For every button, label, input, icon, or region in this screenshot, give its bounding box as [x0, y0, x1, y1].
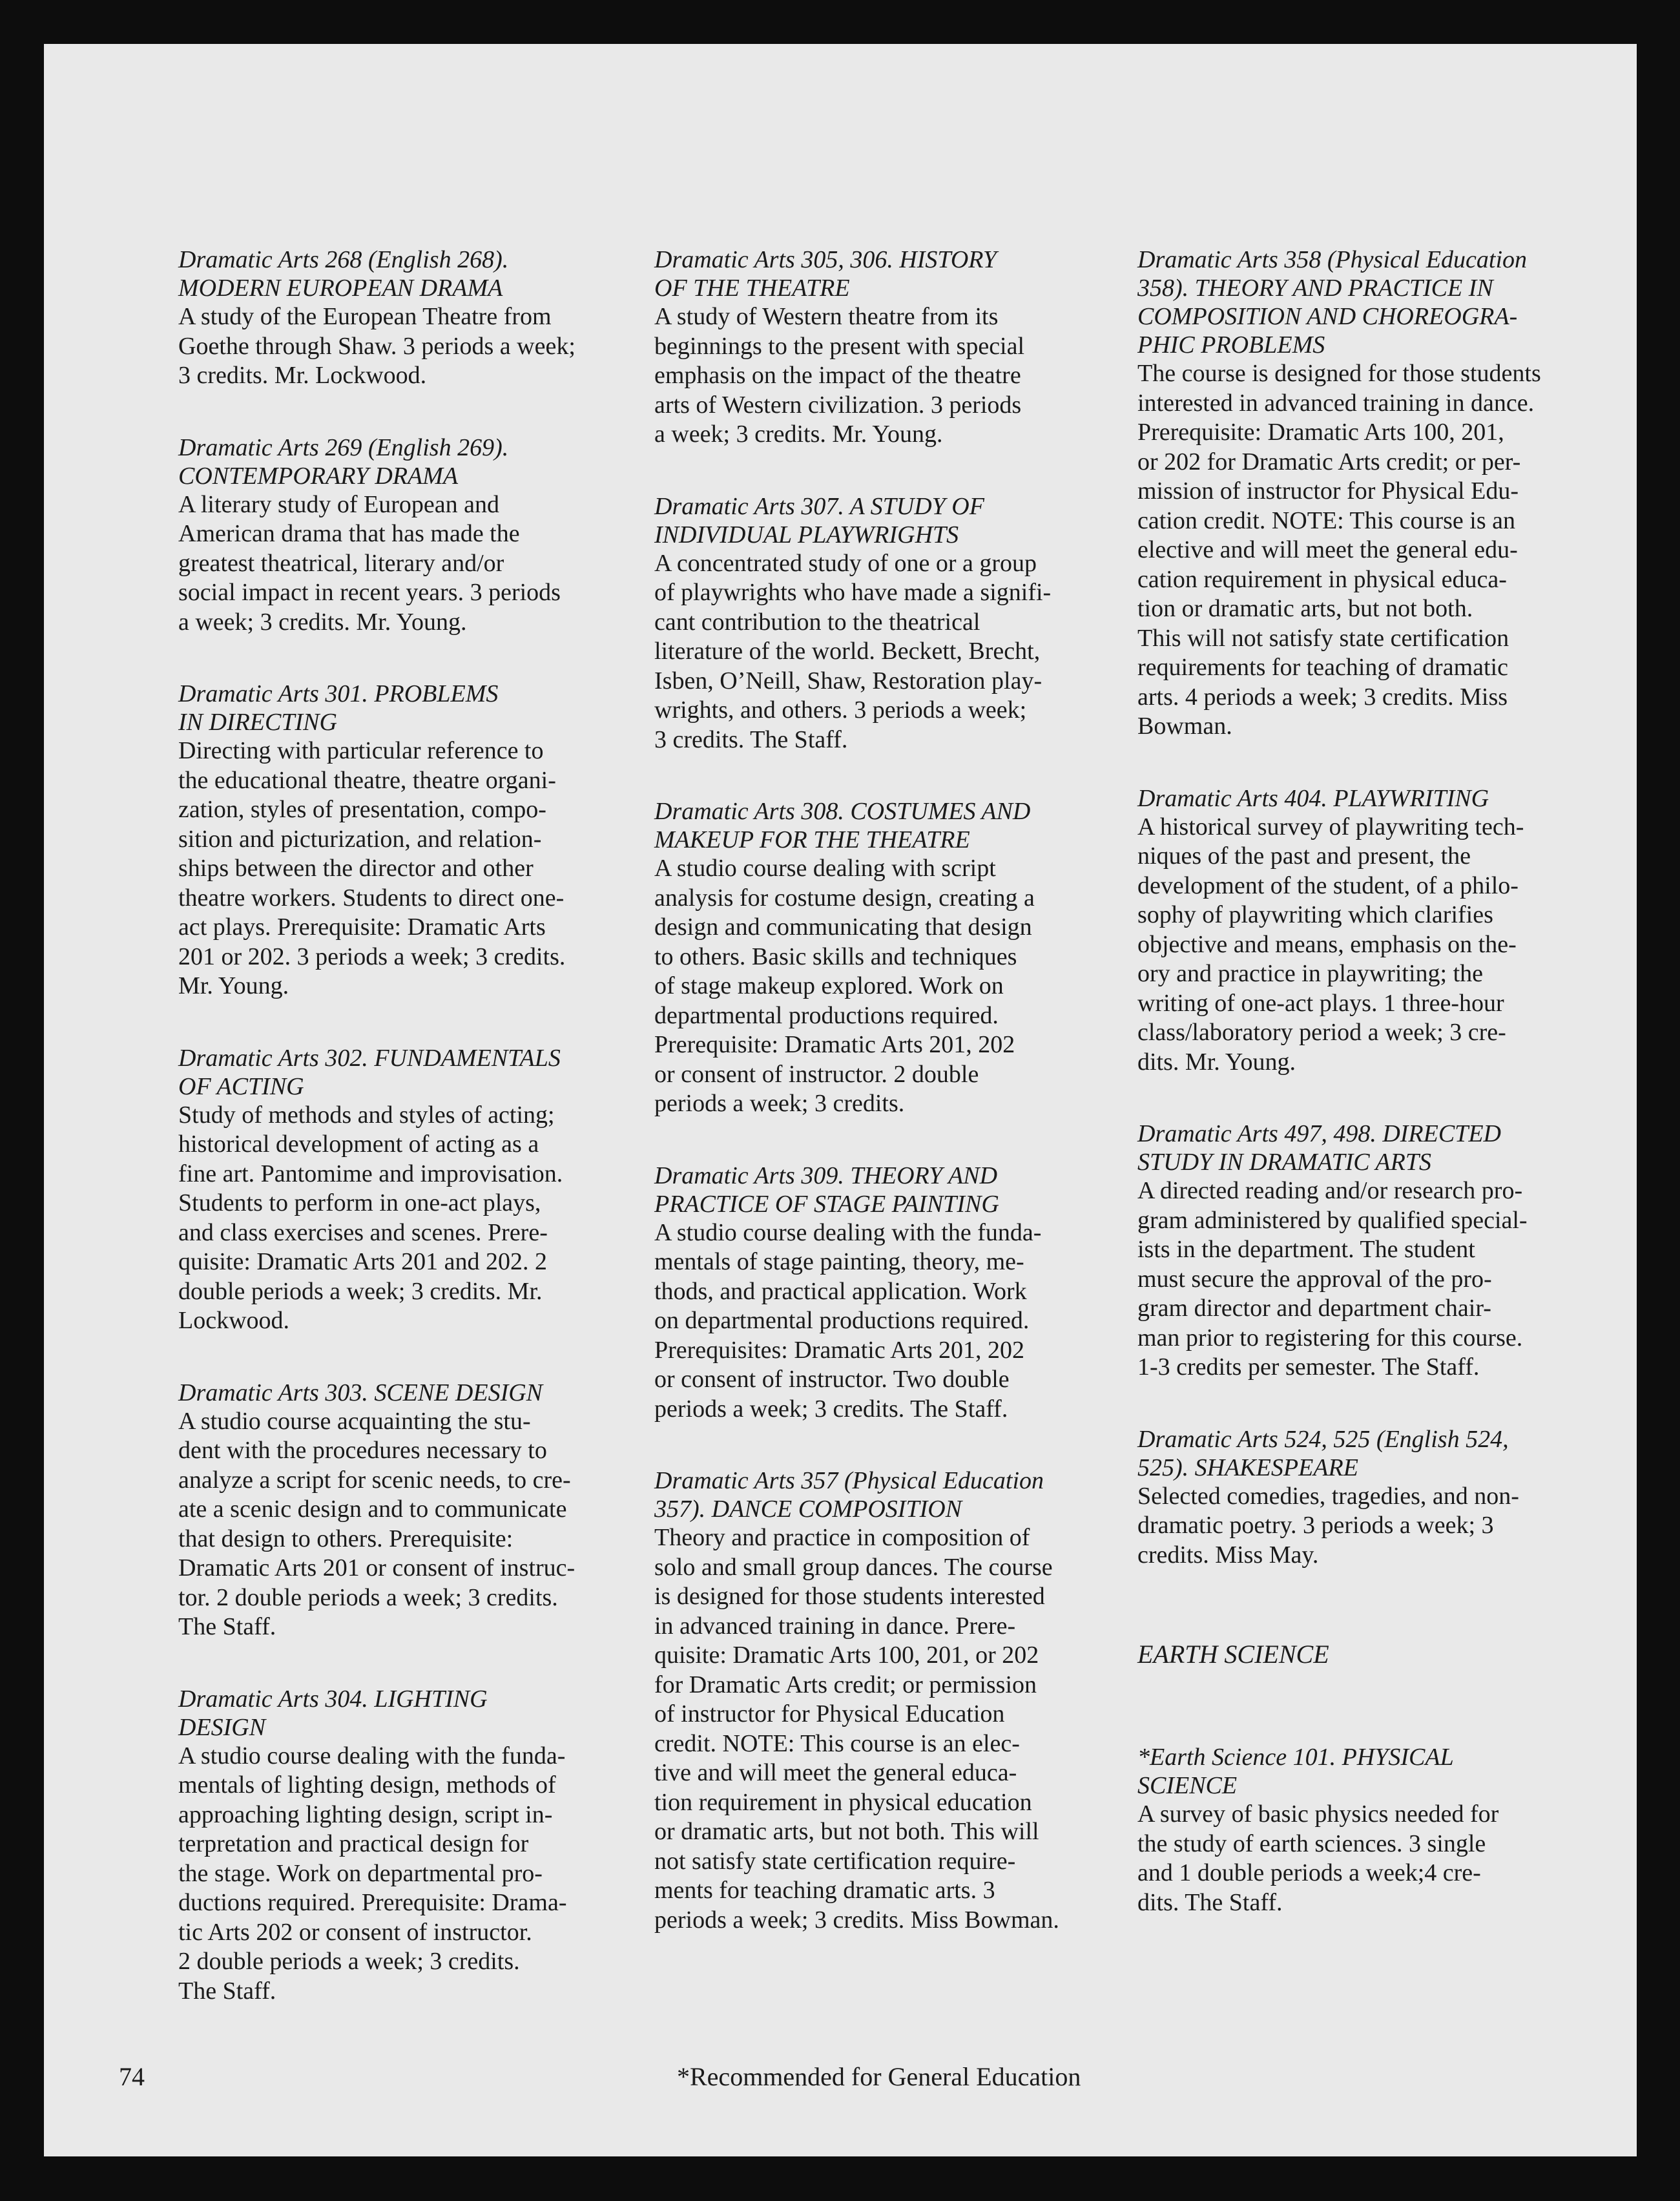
course-title: *Earth Science 101. PHYSICAL SCIENCE	[1137, 1744, 1454, 1799]
course-entry	[178, 1379, 656, 1642]
course-entry	[178, 433, 656, 638]
course-description: Study of methods and styles of acting; historical development of acting as a fine art. Pantomime and improvisation. Students to perform in one-act plays, and class exercises and scenes. Prere- quisite: Dramatic Arts 201 and 202. 2 double periods a week; 3 credits. Mr. Lockwood.	[178, 1101, 563, 1334]
course-description: The course is designed for those students interested in advanced training in dance. Prerequisite: Dramatic Arts 100, 201, or 202 for Dramatic Arts credit; or per- mission of instructor for Physical Edu- cation credit. NOTE: This course is an elective and will meet the general edu- cation requirement in physical educa- tion or dramatic arts, but not both. This will not satisfy state certification requirements for teaching of dramatic arts. 4 periods a week; 3 credits. Miss Bowman.	[1137, 360, 1541, 740]
course-title: Dramatic Arts 404. PLAYWRITING	[1137, 784, 1489, 812]
course-entry	[178, 1044, 656, 1336]
course-description: A studio course acquainting the stu- dent with the procedures necessary to analyze a script for scenic needs, to cre- ate a scenic design and to communicate that design to others. Prerequisite: Dramatic Arts 201 or consent of instruc- tor. 2 double periods a week; 3 credits. The Staff.	[178, 1407, 576, 1640]
course-title: Dramatic Arts 303. SCENE DESIGN	[178, 1379, 543, 1406]
column-middle	[654, 245, 1145, 1977]
course-title: Dramatic Arts 524, 525 (English 524, 525). SHAKESPEARE	[1137, 1425, 1509, 1481]
course-title: Dramatic Arts 307. A STUDY OF INDIVIDUAL PLAYWRIGHTS	[654, 492, 984, 548]
course-entry	[178, 680, 656, 1001]
course-description: A directed reading and/or research pro- gram administered by qualified special- ists in the department. The student must secure the approval of the pro- gram director and department chair- man prior to registering for this course. 1-3 credits per semester. The Staff.	[1137, 1177, 1528, 1381]
course-entry	[654, 797, 1145, 1119]
course-entry	[1137, 784, 1635, 1078]
course-entry	[654, 245, 1145, 450]
course-entry	[654, 1162, 1145, 1424]
catalog-page	[44, 44, 1637, 2156]
column-right	[1137, 245, 1635, 1960]
course-description: A study of the European Theatre from Goethe through Shaw. 3 periods a week; 3 credits. Mr. Lockwood.	[178, 303, 576, 389]
course-entry	[654, 1466, 1145, 1935]
course-title: Dramatic Arts 268 (English 268). MODERN EUROPEAN DRAMA	[178, 246, 509, 302]
course-entry	[1137, 1425, 1635, 1570]
course-title: Dramatic Arts 358 (Physical Education 358). THEORY AND PRACTICE IN COMPOSITION AND CHOREOGRA- PHIC PROBLEMS	[1137, 246, 1528, 359]
course-title: Dramatic Arts 304. LIGHTING DESIGN	[178, 1685, 488, 1741]
course-description: Theory and practice in composition of solo and small group dances. The course is designed for those students interested in advanced training in dance. Prere- quisite: Dramatic Arts 100, 201, or 202 for Dramatic Arts credit; or permission of instructor for Physical Education credit. NOTE: This course is an elec- tive and will meet the general educa- tion requirement in physical education or dramatic arts, but not both. This will not satisfy state certification require- ments for teaching dramatic arts. 3 periods a week; 3 credits. Miss Bowman.	[654, 1524, 1059, 1934]
course-title: Dramatic Arts 305, 306. HISTORY OF THE THEATRE	[654, 246, 997, 302]
course-title: Dramatic Arts 309. THEORY AND PRACTICE OF STAGE PAINTING	[654, 1162, 999, 1218]
course-entry	[178, 1685, 656, 2007]
course-entry	[654, 492, 1145, 755]
section-heading: EARTH SCIENCE	[1137, 1640, 1329, 1669]
course-title: Dramatic Arts 301. PROBLEMS IN DIRECTING	[178, 680, 499, 736]
footnote: *Recommended for General Education	[677, 2062, 1081, 2091]
course-title: Dramatic Arts 308. COSTUMES AND MAKEUP FOR THE THEATRE	[654, 798, 1031, 853]
course-description: Directing with particular reference to the educational theatre, theatre organi- zation, styles of presentation, compo- sition and picturization, and relation- ships between the director and other theatre workers. Students to direct one- act plays. Prerequisite: Dramatic Arts 201 or 202. 3 periods a week; 3 credits. Mr. Young.	[178, 737, 566, 999]
course-description: Selected comedies, tragedies, and non- dramatic poetry. 3 periods a week; 3 credits. Miss May.	[1137, 1482, 1519, 1569]
course-description: A studio course dealing with the funda- mentals of stage painting, theory, me- thods, and practical application. Work on departmental productions required. Prerequisites: Dramatic Arts 201, 202 or consent of instructor. Two double periods a week; 3 credits. The Staff.	[654, 1218, 1042, 1423]
course-description: A concentrated study of one or a group of playwrights who have made a signifi- cant contribution to the theatrical literature of the world. Beckett, Brecht, Isben, O’Neill, Shaw, Restoration play- wrights, and others. 3 periods a week; 3 credits. The Staff.	[654, 549, 1052, 753]
course-title: Dramatic Arts 497, 498. DIRECTED STUDY IN DRAMATIC ARTS	[1137, 1120, 1501, 1176]
course-entry	[1137, 1743, 1635, 1917]
page-number: 74	[119, 2062, 145, 2091]
course-entry	[1137, 1120, 1635, 1382]
course-description: A survey of basic physics needed for the study of earth sciences. 3 single and 1 double periods a week;4 cre- dits. The Staff.	[1137, 1800, 1499, 1916]
course-description: A literary study of European and American drama that has made the greatest theatrical, literary and/or social impact in recent years. 3 periods a week; 3 credits. Mr. Young.	[178, 490, 561, 636]
course-description: A study of Western theatre from its beginnings to the present with special emphasis on the impact of the theatre arts of Western civilization. 3 periods a week; 3 credits. Mr. Young.	[654, 303, 1025, 448]
course-title: Dramatic Arts 357 (Physical Education 357). DANCE COMPOSITION	[654, 1467, 1044, 1523]
course-description: A studio course dealing with script analysis for costume design, creating a design and communicating that design to others. Basic skills and techniques of stage makeup explored. Work on departmental productions required. Prerequisite: Dramatic Arts 201, 202 or consent of instructor. 2 double periods a week; 3 credits.	[654, 855, 1035, 1117]
column-left	[178, 245, 656, 2049]
course-description: A studio course dealing with the funda- mentals of lighting design, methods of approaching lighting design, script in- terpretation and practical design for the stage. Work on departmental pro- ductions required. Prerequisite: Drama- tic Arts 202 or consent of instructor. 2 double periods a week; 3 credits. The Staff.	[178, 1742, 567, 2005]
course-title: Dramatic Arts 302. FUNDAMENTALS OF ACTING	[178, 1044, 561, 1100]
course-entry	[178, 245, 656, 391]
course-entry	[1137, 245, 1635, 742]
course-description: A historical survey of playwriting tech- niques of the past and present, the development of the student, of a philo- sophy of playwriting which clarifies objective and means, emphasis on the- ory and practice in playwriting; the writing of one-act plays. 1 three-hour class/laboratory period a week; 3 cre- dits. Mr. Young.	[1137, 813, 1524, 1076]
course-title: Dramatic Arts 269 (English 269). CONTEMPORARY DRAMA	[178, 433, 509, 490]
